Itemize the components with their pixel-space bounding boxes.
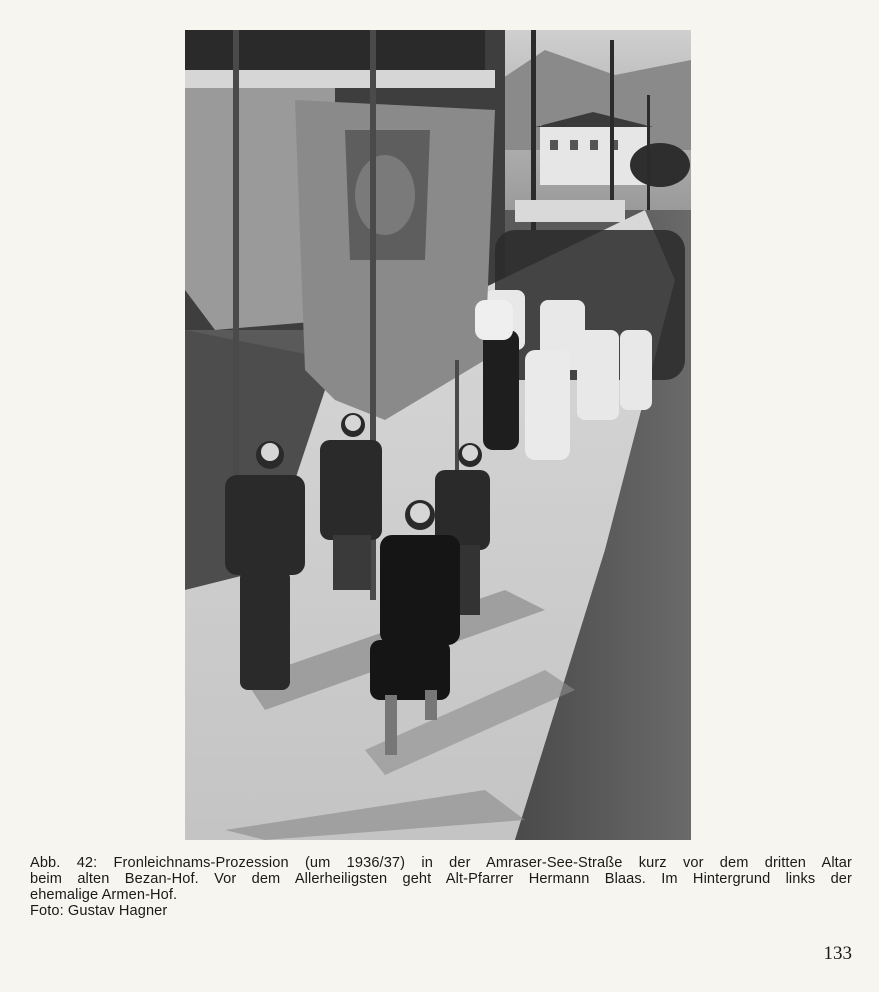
procession-photograph	[185, 30, 691, 840]
caption-line-3: ehemalige Armen-Hof.	[30, 887, 178, 903]
caption-line-2: beim alten Bezan-Hof. Vor dem Allerheiligsten geht Alt-Pfarrer Hermann Blaas. Im Hintergrund links der	[30, 871, 852, 887]
page-number: 133	[823, 943, 852, 964]
photo-caption	[30, 855, 852, 919]
photograph-image	[185, 30, 691, 840]
caption-line-1: Abb. 42: Fronleichnams-Prozession (um 1936/37) in der Amraser-See-Straße kurz vor dem dritten Altar	[30, 855, 852, 871]
photo-credit: Foto: Gustav Hagner	[30, 903, 168, 919]
